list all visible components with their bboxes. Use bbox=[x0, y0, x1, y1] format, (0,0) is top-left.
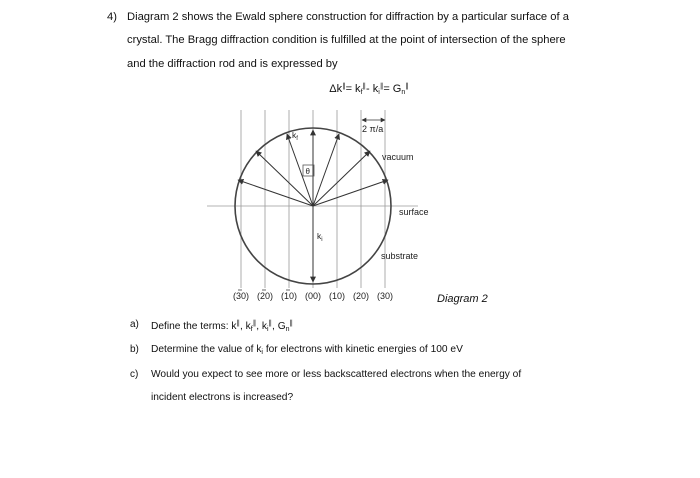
surface-label: surface bbox=[399, 207, 429, 217]
part-a-text: Define the terms: k∥, $k_f^\parallel$, $k_i^\parallel$, $G_n^\parallel$ bbox=[151, 320, 294, 333]
rod-label: (00) bbox=[304, 291, 322, 301]
part-a-label: a) bbox=[130, 319, 139, 330]
period-label: 2 π/a bbox=[362, 124, 384, 134]
rod-label: (30) bbox=[232, 291, 250, 301]
eq-par-4: ∥ bbox=[405, 83, 409, 90]
eq-f-sub: f bbox=[360, 89, 363, 96]
substrate-label: substrate bbox=[381, 251, 419, 261]
kf-vector-20-left bbox=[256, 151, 313, 206]
eq-par-1: ∥ bbox=[342, 83, 346, 90]
kf-vectors bbox=[238, 130, 388, 206]
ki-label: $k_i$ bbox=[317, 231, 323, 243]
part-c-continuation: incident electrons is increased? bbox=[151, 392, 294, 403]
question-number: 4) bbox=[107, 11, 117, 23]
part-b-text: Determine the value of $k_i$ for electrons with kinetic energies of 100 eV bbox=[151, 344, 463, 356]
kf-label: $k_f$ bbox=[292, 130, 298, 142]
theta-label: θ bbox=[305, 167, 310, 176]
eq-par-2: ∥ bbox=[362, 83, 367, 90]
vacuum-label: vacuum bbox=[382, 152, 414, 162]
eq-i-sub: i bbox=[378, 89, 380, 96]
question-line-3: and the diffraction rod and is expressed by bbox=[127, 58, 338, 70]
rod-labels bbox=[233, 291, 393, 301]
rod-label: (20) bbox=[256, 291, 274, 301]
question-line-2: crystal. The Bragg diffraction condition is fulfilled at the point of intersection of the sphere bbox=[127, 34, 566, 46]
part-b-label: b) bbox=[130, 344, 139, 355]
rod-label: (10) bbox=[280, 291, 298, 301]
rod-label: (20) bbox=[352, 291, 370, 301]
rod-label: (30) bbox=[376, 291, 394, 301]
diagram-caption: Diagram 2 bbox=[437, 293, 488, 305]
question-line-1: Diagram 2 shows the Ewald sphere construction for diffraction by a particular surface of a bbox=[127, 11, 569, 23]
eq-equals-1: = k bbox=[345, 83, 361, 95]
eq-equals-2: = G bbox=[383, 83, 402, 95]
kf-vector-30-left bbox=[238, 180, 313, 206]
kf-vector-20-right bbox=[313, 151, 370, 206]
part-c-label: c) bbox=[130, 369, 139, 380]
part-c-text: Would you expect to see more or less backscattered electrons when the energy of bbox=[151, 369, 522, 380]
eq-par-3: ∥ bbox=[379, 83, 384, 90]
eq-delta-k: Δk bbox=[329, 83, 343, 95]
kf-vector-30-right bbox=[313, 180, 388, 206]
rod-label: (10) bbox=[328, 291, 346, 301]
eq-n-sub: n bbox=[401, 89, 406, 96]
kf-vector-10-right bbox=[313, 134, 339, 206]
eq-minus: - k bbox=[366, 83, 379, 95]
